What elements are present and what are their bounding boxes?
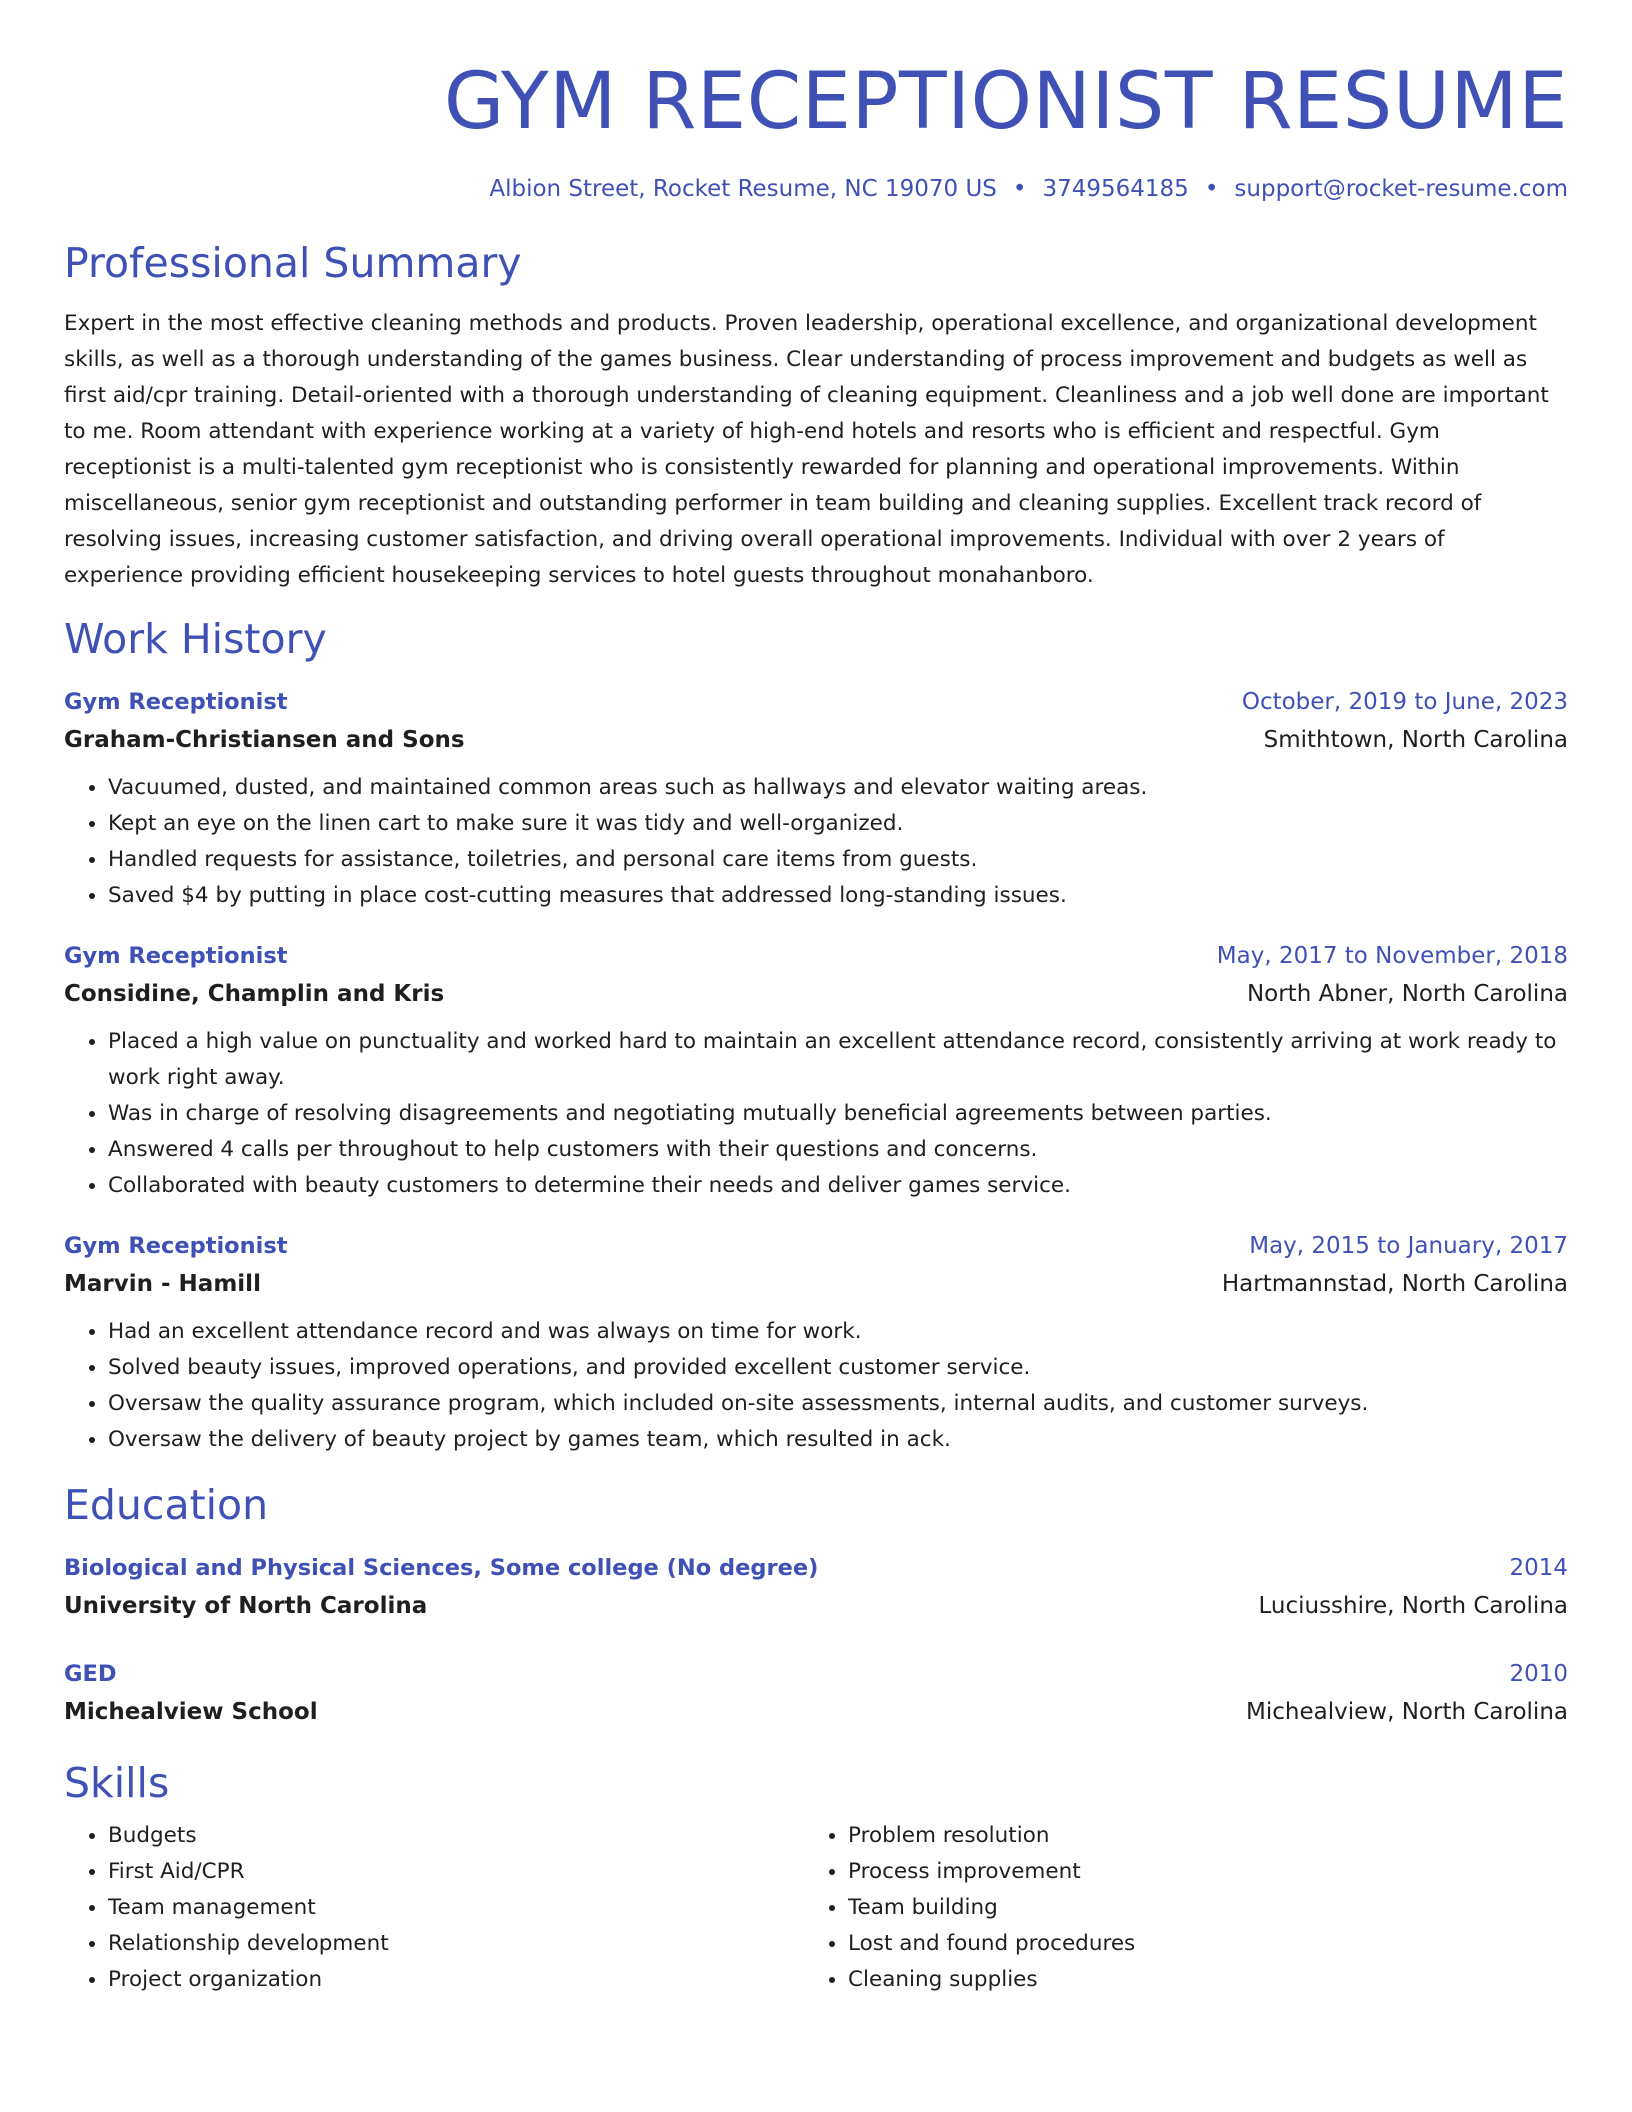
- job-dates: May, 2017 to November, 2018: [1216, 943, 1568, 969]
- skill-item: • Process improvement: [848, 1854, 1544, 1890]
- resume-name: GYM RECEPTIONIST RESUME: [443, 57, 1568, 147]
- job-bullet: • Answered 4 calls per throughout to help customers with their questions and concerns.: [108, 1132, 1568, 1168]
- job-dates: May, 2015 to January, 2017: [1249, 1233, 1568, 1259]
- job-bullet: • Handled requests for assistance, toiletries, and personal care items from guests.: [108, 842, 1568, 878]
- skill-item: • Relationship development: [108, 1926, 804, 1962]
- job-bullet: • Solved beauty issues, improved operations, and provided excellent customer service.: [108, 1350, 1568, 1386]
- section-heading-summary: Professional Summary: [64, 239, 522, 287]
- contact-address: Albion Street, Rocket Resume, NC 19070 US: [489, 176, 997, 202]
- job-bullet: • Saved $4 by putting in place cost-cutting measures that addressed long-standing issues.: [108, 878, 1568, 914]
- education-location: Michealview, North Carolina: [1246, 1699, 1568, 1725]
- summary-section: [64, 238, 1568, 594]
- skill-item: • Team building: [848, 1890, 1544, 1926]
- education-year: 2014: [1509, 1555, 1568, 1581]
- education-section: [64, 1480, 1568, 1732]
- skill-item: • Cleaning supplies: [848, 1962, 1544, 1998]
- education-school: Michealview School: [64, 1699, 318, 1725]
- job-title: Gym Receptionist: [64, 689, 288, 715]
- education-degree: Biological and Physical Sciences, Some college (No degree): [64, 1555, 819, 1581]
- job-title: Gym Receptionist: [64, 1233, 288, 1259]
- education-location: Luciusshire, North Carolina: [1258, 1593, 1568, 1619]
- job-bullet: • Vacuumed, dusted, and maintained common areas such as hallways and elevator waiting areas.: [108, 770, 1568, 806]
- skill-item: • Team management: [108, 1890, 804, 1926]
- job-bullets: [64, 1024, 1568, 1204]
- education-school: University of North Carolina: [64, 1593, 428, 1619]
- job-bullet: • Collaborated with beauty customers to determine their needs and deliver games service.: [108, 1168, 1568, 1204]
- job-bullet: • Had an excellent attendance record and was always on time for work.: [108, 1314, 1568, 1350]
- job-location: Smithtown, North Carolina: [1263, 727, 1568, 753]
- skills-columns: [64, 1818, 1568, 1998]
- section-heading-education: Education: [64, 1481, 269, 1529]
- resume-header: [64, 56, 1568, 204]
- job-bullet: • Kept an eye on the linen cart to make sure it was tidy and well-organized.: [108, 806, 1568, 842]
- job-title: Gym Receptionist: [64, 943, 288, 969]
- job-dates: October, 2019 to June, 2023: [1241, 689, 1568, 715]
- section-heading-skills: Skills: [64, 1759, 170, 1807]
- job-entry: [64, 684, 1568, 914]
- skills-list-left: [64, 1818, 804, 1998]
- job-bullet: • Oversaw the delivery of beauty project by games team, which resulted in ack.: [108, 1422, 1568, 1458]
- education-entry: [64, 1550, 1568, 1626]
- job-entry: [64, 938, 1568, 1204]
- skill-item: • Lost and found procedures: [848, 1926, 1544, 1962]
- job-bullet: • Was in charge of resolving disagreements and negotiating mutually beneficial agreements between parties.: [108, 1096, 1568, 1132]
- skills-section: [64, 1758, 1568, 1998]
- contact-separator: •: [1012, 176, 1027, 202]
- skill-item: • Problem resolution: [848, 1818, 1544, 1854]
- contact-line: [64, 174, 1568, 204]
- job-location: Hartmannstad, North Carolina: [1221, 1271, 1568, 1297]
- skills-list-right: [804, 1818, 1544, 1998]
- skill-item: • First Aid/CPR: [108, 1854, 804, 1890]
- contact-email: support@rocket-resume.com: [1234, 176, 1568, 202]
- job-bullet: • Oversaw the quality assurance program, which included on-site assessments, internal audits, and customer surveys.: [108, 1386, 1568, 1422]
- summary-text: Expert in the most effective cleaning methods and products. Proven leadership, operational excellence, and organizational development skills, as well as a thorough understanding of the games business. Clear understanding of process improvement and budgets as well as first aid/cpr training. Detail-oriented with a thorough understanding of cleaning equipment. Cleanliness and a job well done are important to me. Room attendant with experience working at a variety of high-end hotels and resorts who is efficient and respectful. Gym receptionist is a multi-talented gym receptionist who is consistently rewarded for planning and operational improvements. Within miscellaneous, senior gym receptionist and outstanding performer in team building and cleaning supplies. Excellent track record of resolving issues, increasing customer satisfaction, and driving overall operational improvements. Individual with over 2 years of experience providing efficient housekeeping services to hotel guests throughout monahanboro.: [64, 311, 1549, 588]
- job-bullets: [64, 1314, 1568, 1458]
- section-heading-work-history: Work History: [64, 615, 327, 663]
- contact-separator: •: [1204, 176, 1219, 202]
- job-company: Graham-Christiansen and Sons: [64, 727, 465, 753]
- job-location: North Abner, North Carolina: [1246, 981, 1568, 1007]
- education-entry: [64, 1656, 1568, 1732]
- job-bullets: [64, 770, 1568, 914]
- job-entry: [64, 1228, 1568, 1458]
- job-company: Considine, Champlin and Kris: [64, 981, 445, 1007]
- job-bullet: • Placed a high value on punctuality and worked hard to maintain an excellent attendance record, consistently arriving at work ready to work right away.: [108, 1024, 1568, 1096]
- contact-phone: 3749564185: [1042, 176, 1189, 202]
- job-company: Marvin - Hamill: [64, 1271, 261, 1297]
- skill-item: • Project organization: [108, 1962, 804, 1998]
- skill-item: • Budgets: [108, 1818, 804, 1854]
- work-history-section: [64, 614, 1568, 1458]
- education-year: 2010: [1509, 1661, 1568, 1687]
- education-degree: GED: [64, 1661, 117, 1687]
